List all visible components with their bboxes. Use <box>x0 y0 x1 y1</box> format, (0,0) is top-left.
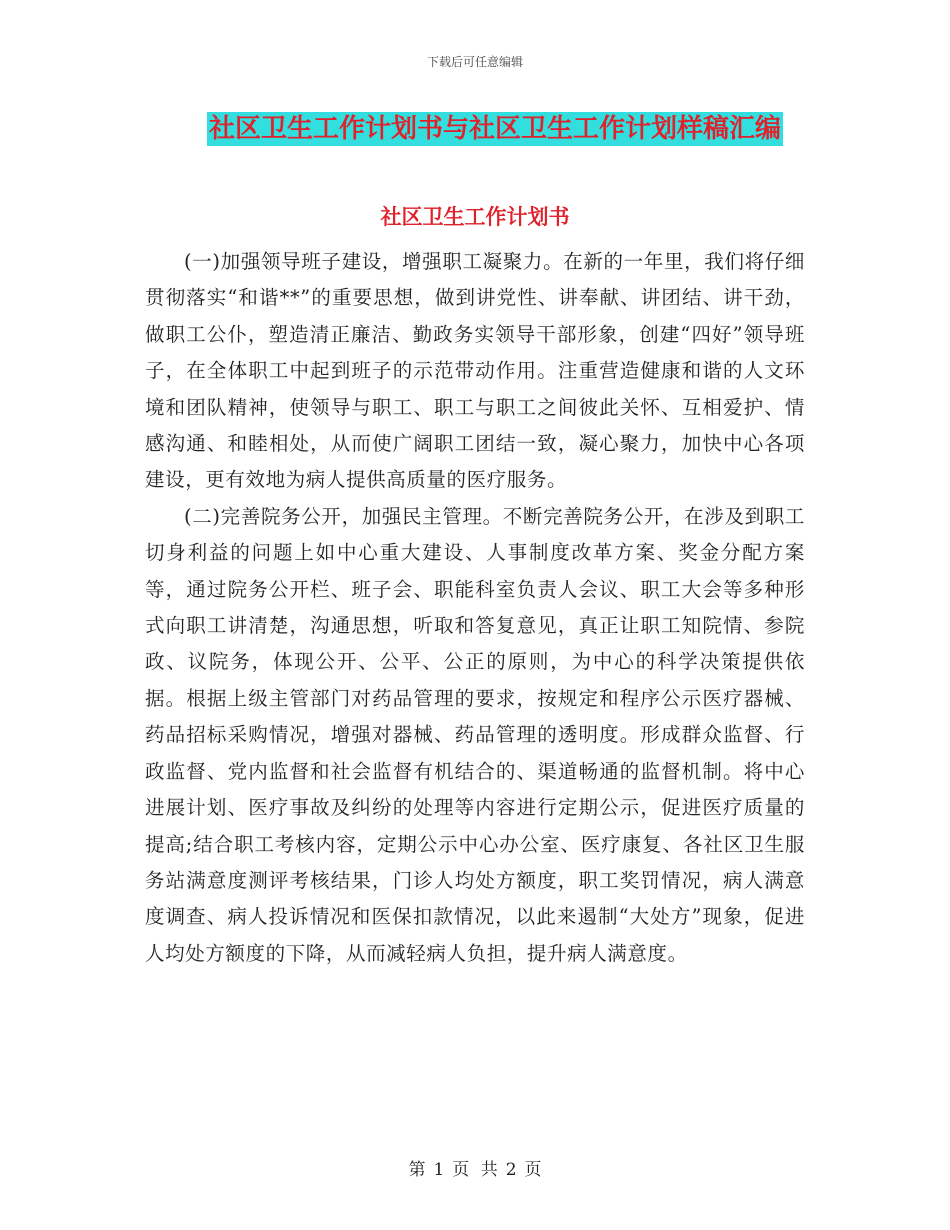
footer-total-pages: 2 <box>505 1160 517 1180</box>
paragraph-1: (一)加强领导班子建设，增强职工凝聚力。在新的一年里，我们将仔细贯彻落实“和谐**”的重要思想，做到讲党性、讲奉献、讲团结、讲干劲，做职工公仆，塑造清正廉洁、勤政务实领导干部形象，创建“四好”领导班子，在全体职工中起到班子的示范带动作用。注重营造健康和谐的人文环境和团队精神，使领导与职工、职工与职工之间彼此关怀、互相爱护、情感沟通、和睦相处，从而使广阔职工团结一致，凝心聚力，加快中心各项建设，更有效地为病人提供高质量的医疗服务。 <box>145 250 805 492</box>
footer-page-number: 1 <box>433 1160 445 1180</box>
paragraph-2: (二)完善院务公开，加强民主管理。不断完善院务公开，在涉及到职工切身利益的问题上如中心重大建设、人事制度改革方案、奖金分配方案等，通过院务公开栏、班子会、职能科室负责人会议、职工大会等多种形式向职工讲清楚，沟通思想，听取和答复意见，真正让职工知院情、参院政、议院务，体现公开、公平、公正的原则，为中心的科学决策提供依据。根据上级主管部门对药品管理的要求，按规定和程序公示医疗器械、药品招标采购情况，增强对器械、药品管理的透明度。形成群众监督、行政监督、党内监督和社会监督有机结合的、渠道畅通的监督机制。将中心进展计划、医疗事故及纠纷的处理等内容进行定期公示，促进医疗质量的提高;结合职工考核内容，定期公示中心办公室、医疗康复、各社区卫生服务站满意度测评考核结果，门诊人均处方额度，职工奖罚情况，病人满意度调查、病人投诉情况和医保扣款情况，以此来遏制“大处方”现象，促进人均处方额度的下降，从而减轻病人负担，提升病人满意度。 <box>145 504 805 965</box>
section-title: 社区卫生工作计划书 <box>380 205 570 229</box>
footer-middle: 页 共 <box>452 1160 498 1180</box>
page-footer <box>0 1155 950 1180</box>
document-title: 社区卫生工作计划书与社区卫生工作计划样稿汇编 <box>208 114 781 144</box>
footer-prefix: 第 <box>408 1160 426 1180</box>
header-note: 下载后可任意编辑 <box>426 55 523 69</box>
footer-suffix: 页 <box>524 1160 542 1180</box>
main-title-wrap <box>0 112 950 146</box>
document-body <box>145 244 805 972</box>
